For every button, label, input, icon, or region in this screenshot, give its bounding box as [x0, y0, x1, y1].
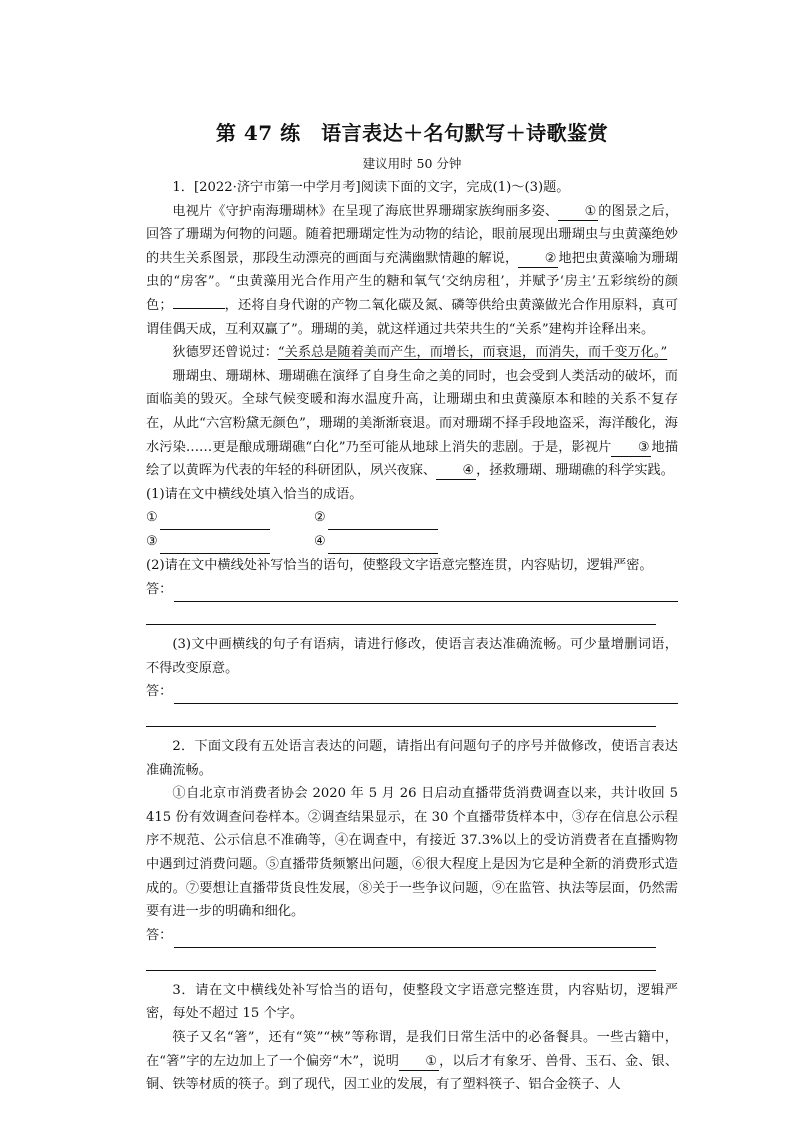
idiom-fill-1[interactable]: ①: [146, 506, 314, 530]
q1-sub-3: (3)文中画横线的句子有语病，请进行修改，使语言表达准确流畅。可少量增删词语，不得改变原意。: [146, 636, 678, 676]
worksheet-page: [146, 118, 678, 1097]
idiom-line-1[interactable]: [160, 513, 270, 530]
q1-blank-4[interactable]: ④: [436, 463, 476, 480]
q2-stem: 2．下面文段有五处语言表达的问题，请指出有问题句子的序号并做修改，使语言表达准确流畅。: [146, 739, 678, 778]
q1-paragraph-1: 电视片《守护南海珊瑚林》在呈现了海底世界珊瑚家族绚丽多姿、 ① 的图景之后，回答了珊瑚为何物的问题。随着把珊瑚定性为动物的结论，眼前展现出珊瑚虫与虫黄藻绝妙的共生关系图景，那段生动漂亮的画面与充满幽默情趣的解说， ② 地把虫黄藻喻为珊瑚虫的“房客”。“虫黄藻用光合作用产生的糖和氧气‘交纳房租’，并赋予‘房主’五彩缤纷的颜色； ，还将自身代谢的产物二氧化碳及氮、磷等供给虫黄藻做光合作用原料，真可谓佳偶天成，互利双赢了”。珊瑚的美，就这样通过共荣共生的“关系”建构并诠释出来。: [146, 203, 679, 337]
q1-blank-1[interactable]: ①: [558, 204, 598, 221]
answer-label: 答：: [146, 684, 173, 700]
q1-paragraph-3: 珊瑚虫、珊瑚林、珊瑚礁在演绎了自身生命之美的同时，也会受到人类活动的破坏，而面临美的毁灭。全球气候变暖和海水温度升高，让珊瑚虫和虫黄藻原本和睦的关系不复存在，从此“六宫粉黛无颜色”，珊瑚的美渐渐衰退。而对珊瑚不择手段地盗采，海洋酸化，海水污染……更是酿成珊瑚礁“白化”乃至可能从地球上消失的悲剧。于是，影视片 ③ 地描绘了以黄晖为代表的年轻的科研团队，夙兴夜寐、 ④ ，拯救珊瑚、珊瑚礁的科学实践。: [146, 368, 679, 479]
q1-sub-1: (1)请在文中横线处填入恰当的成语。: [146, 486, 363, 502]
q1-blank-2[interactable]: ②: [518, 251, 558, 268]
answer-line[interactable]: [146, 948, 656, 971]
idiom-fill-2[interactable]: ②: [314, 506, 482, 530]
answer-line[interactable]: [174, 930, 656, 948]
answer-line[interactable]: [146, 704, 656, 727]
idiom-fill-3[interactable]: ③: [146, 530, 314, 554]
q2-answer: [146, 924, 656, 948]
q3-blank-1[interactable]: ①: [399, 1054, 439, 1071]
q2-body: ①自北京市消费者协会 2020 年 5 月 26 日启动直播带货消费调查以来，共计收回 5 415 份有效调查问卷样本。②调查结果显示，在 30 个直播带货样本中，③存在信息公示程序不规范、公示信息不准确等，④在调查中，有接近 37.3%以上的受访消费者在直播购物中遇到过消费问题。⑤直播带货频繁出问题，⑥很大程度上是因为它是种全新的消费形式造成的。⑦要想让直播带货良性发展，⑧关于一些争议问题，⑨在监管、执法等层面，仍然需要有进一步的明确和细化。: [146, 786, 678, 920]
answer-line[interactable]: [146, 602, 656, 625]
q1-underlined-sentence: “关系总是随着美而产生，而增长，而衰退，而消失，而千变万化。”: [277, 345, 668, 361]
q1-sub3-answer: [146, 680, 678, 704]
answer-label: 答：: [146, 581, 173, 597]
q1-blank-3[interactable]: ③: [611, 440, 651, 457]
answer-line[interactable]: [174, 584, 678, 602]
idiom-line-2[interactable]: [328, 513, 438, 530]
time-suggestion: 建议用时 50 分钟: [362, 156, 462, 171]
q1-sub2-answer: [146, 578, 678, 602]
q1-blank-sentence[interactable]: [173, 308, 225, 309]
q3-body: 筷子又名“箸”，还有“筴”“梜”等称谓，是我们日常生活中的必备餐具。一些古籍中，在“箸”字的左边加上了一个偏旁“木”，说明 ① ，以后才有象牙、兽骨、玉石、金、银、铜、铁等材质的筷子。到了现代，因工业的发展，有了塑料筷子、铝合金筷子、人: [146, 1030, 679, 1093]
q3-stem: 3．请在文中横线处补写恰当的语句，使整段文字语意完整连贯，内容贴切，逻辑严密，每处不超过 15 个字。: [146, 982, 678, 1022]
q1-sub-2: (2)请在文中横线处补写恰当的语句，使整段文字语意完整连贯，内容贴切，逻辑严密。: [146, 558, 653, 574]
answer-line[interactable]: [174, 686, 678, 704]
idiom-fill-row-1: [146, 506, 678, 530]
page-title: 第 47 练 语言表达＋名句默写＋诗歌鉴赏: [215, 121, 609, 145]
answer-label: 答：: [146, 927, 173, 943]
idiom-fill-4[interactable]: ④: [314, 530, 482, 554]
idiom-fill-row-2: [146, 530, 678, 554]
q1-paragraph-2: 狄德罗还曾说过：“关系总是随着美而产生，而增长，而衰退，而消失，而千变万化。”: [172, 345, 668, 361]
idiom-line-4[interactable]: [328, 537, 438, 554]
q1-stem: 1．[2022·济宁市第一中学月考]阅读下面的文字，完成(1)～(3)题。: [172, 180, 570, 195]
idiom-line-3[interactable]: [160, 537, 270, 554]
